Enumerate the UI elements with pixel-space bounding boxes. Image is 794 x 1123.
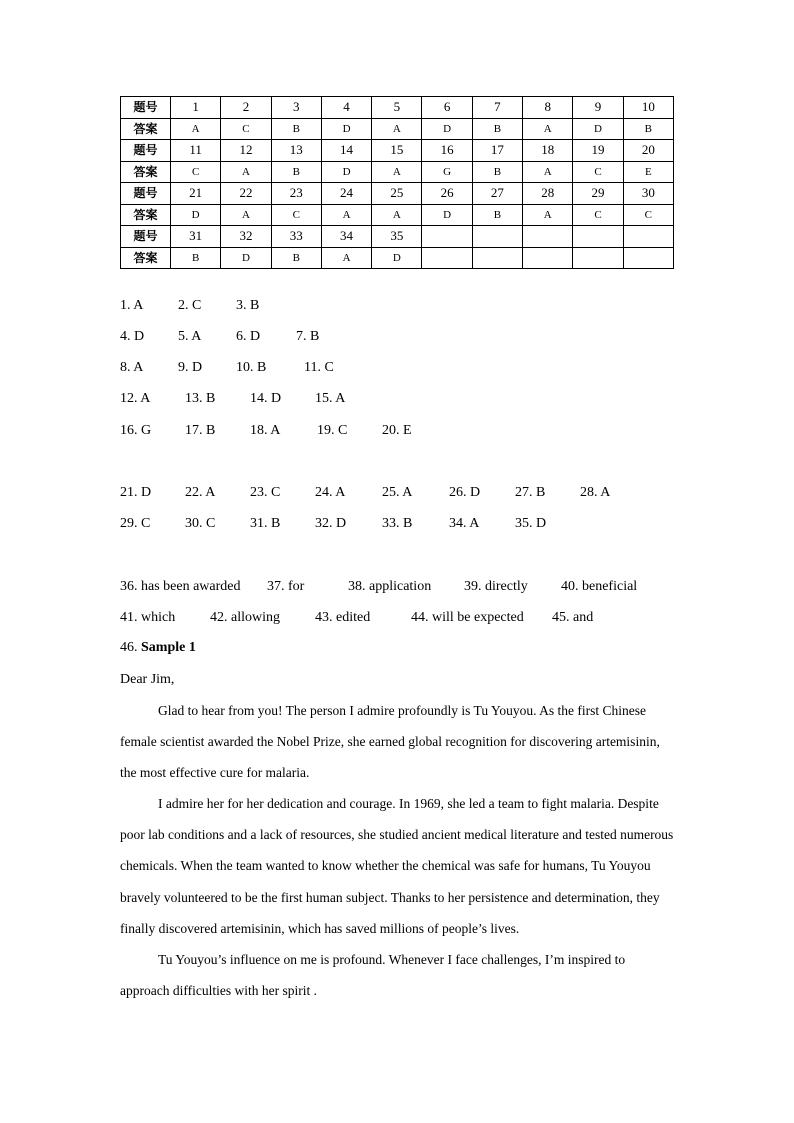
answer-cell: A [321, 247, 371, 269]
answer-item: 36. has been awarded [120, 579, 241, 594]
answer-cell: A [523, 118, 573, 140]
answer-cell: D [422, 204, 472, 226]
question-number-cell: 2 [221, 97, 271, 119]
question-number-cell: 35 [372, 226, 422, 248]
question-number-cell: 26 [422, 183, 472, 205]
answer-item: 21. D [120, 485, 152, 500]
answer-cell: A [372, 161, 422, 183]
answer-cell: B [271, 247, 321, 269]
answer-cell: D [321, 161, 371, 183]
letter-paragraph-2: I admire her for her dedication and courage. In 1969, she led a team to fight malaria. Despite poor lab conditions and a lack of resources, she studied ancient medical literature and tested numerous chemicals. When the team wanted to know whether the chemical was safe for humans, Tu Youyou bravely volunteered to be the first human subject. Thanks to her persistence and determination, they finally discovered artemisinin, which has saved millions of people’s lives. [120, 796, 674, 936]
question-number-cell [523, 226, 573, 248]
answer-cell: D [573, 118, 623, 140]
question-number-cell [422, 226, 472, 248]
answer-item: 6. D [236, 329, 261, 344]
answer-item: 22. A [185, 485, 216, 500]
question-number-cell: 30 [623, 183, 673, 205]
answer-row [121, 118, 674, 140]
question-number-cell: 15 [372, 140, 422, 162]
question-number-cell: 28 [523, 183, 573, 205]
question-number-cell: 22 [221, 183, 271, 205]
answer-item: 14. D [250, 391, 282, 406]
answer-row [121, 247, 674, 269]
question-number-cell: 23 [271, 183, 321, 205]
answer-cell: D [321, 118, 371, 140]
answer-row [121, 161, 674, 183]
answer-item: 44. will be expected [411, 610, 524, 625]
question-number-cell: 17 [472, 140, 522, 162]
answer-item: 26. D [449, 485, 481, 500]
letter-paragraph-3: Tu Youyou’s influence on me is profound. Whenever I face challenges, I’m inspired to approach difficulties with her spirit . [120, 952, 626, 999]
question-number-cell: 1 [171, 97, 221, 119]
answer-item: 33. B [382, 516, 413, 531]
answer-cell: A [321, 204, 371, 226]
question-number-cell: 24 [321, 183, 371, 205]
answer-item: 15. A [315, 391, 346, 406]
answer-row [121, 204, 674, 226]
question-number-cell: 3 [271, 97, 321, 119]
question-number-cell: 12 [221, 140, 271, 162]
answer-item: 40. beneficial [561, 579, 638, 594]
answer-cell: A [171, 118, 221, 140]
answer-item: 12. A [120, 391, 151, 406]
answer-cell: D [171, 204, 221, 226]
question-number-cell: 5 [372, 97, 422, 119]
answer-item: 24. A [315, 485, 346, 500]
answer-item: 19. C [317, 423, 348, 438]
answer-item: 23. C [250, 485, 281, 500]
answer-cell: G [422, 161, 472, 183]
answer-item: 42. allowing [210, 610, 280, 625]
answer-item: 27. B [515, 485, 546, 500]
question-number-cell: 19 [573, 140, 623, 162]
answer-item: 39. directly [464, 579, 528, 594]
answer-cell: A [523, 161, 573, 183]
question-number-cell: 10 [623, 97, 673, 119]
answer-cell: B [623, 118, 673, 140]
answer-cell: C [573, 204, 623, 226]
question-number: 46. [120, 640, 138, 655]
answer-item: 25. A [382, 485, 413, 500]
answer-key-table [120, 96, 674, 269]
answer-item: 11. C [304, 360, 334, 375]
answer-item: 16. G [120, 423, 152, 438]
answer-item: 9. D [178, 360, 203, 375]
row-header: 答案 [121, 161, 171, 183]
answer-item: 28. A [580, 485, 611, 500]
answer-cell [623, 247, 673, 269]
answer-item: 2. C [178, 298, 202, 313]
question-number-cell [623, 226, 673, 248]
answer-cell: C [171, 161, 221, 183]
answer-item: 30. C [185, 516, 216, 531]
answer-cell: B [271, 161, 321, 183]
answer-cell [523, 247, 573, 269]
answer-cell: C [573, 161, 623, 183]
row-header: 题号 [121, 97, 171, 119]
answer-item: 7. B [296, 329, 320, 344]
answer-cell: D [221, 247, 271, 269]
answer-item: 5. A [178, 329, 202, 344]
answer-cell: C [221, 118, 271, 140]
answer-item: 35. D [515, 516, 547, 531]
answer-item: 17. B [185, 423, 216, 438]
question-number-cell [573, 226, 623, 248]
question-number-cell: 13 [271, 140, 321, 162]
answer-cell [422, 247, 472, 269]
answer-cell: C [623, 204, 673, 226]
answer-item: 10. B [236, 360, 267, 375]
answer-item: 37. for [267, 579, 305, 594]
answer-cell: B [472, 161, 522, 183]
answer-cell [573, 247, 623, 269]
row-header: 答案 [121, 118, 171, 140]
answer-item: 20. E [382, 423, 412, 438]
answer-item: 8. A [120, 360, 144, 375]
answer-cell: B [472, 204, 522, 226]
question-number-cell: 34 [321, 226, 371, 248]
question-number-cell: 7 [472, 97, 522, 119]
answer-cell: D [422, 118, 472, 140]
question-number-cell: 29 [573, 183, 623, 205]
question-number-cell: 9 [573, 97, 623, 119]
question-number-cell: 31 [171, 226, 221, 248]
answer-cell: B [171, 247, 221, 269]
question-number-cell: 27 [472, 183, 522, 205]
answer-item: 4. D [120, 329, 145, 344]
question-number-row [121, 97, 674, 119]
row-header: 答案 [121, 247, 171, 269]
question-number-cell: 25 [372, 183, 422, 205]
answer-item: 38. application [348, 579, 432, 594]
answer-cell: A [372, 204, 422, 226]
answer-cell [472, 247, 522, 269]
answer-cell: B [472, 118, 522, 140]
row-header: 题号 [121, 226, 171, 248]
answer-item: 31. B [250, 516, 281, 531]
letter-paragraph-1: Glad to hear from you! The person I admire profoundly is Tu Youyou. As the first Chinese female scientist awarded the Nobel Prize, she earned global recognition for discovering artemisinin, the most effective cure for malaria. [120, 703, 660, 781]
answer-cell: A [221, 161, 271, 183]
answer-cell: A [221, 204, 271, 226]
question-number-row [121, 140, 674, 162]
answer-item: 1. A [120, 298, 144, 313]
answer-cell: B [271, 118, 321, 140]
question-number-cell: 14 [321, 140, 371, 162]
question-number-row [121, 183, 674, 205]
answer-cell: A [523, 204, 573, 226]
question-number-cell [472, 226, 522, 248]
answer-item: 32. D [315, 516, 347, 531]
answer-item: 29. C [120, 516, 151, 531]
answer-item: 3. B [236, 298, 260, 313]
question-number-cell: 16 [422, 140, 472, 162]
question-number-cell: 20 [623, 140, 673, 162]
question-number-cell: 32 [221, 226, 271, 248]
answer-item: 13. B [185, 391, 216, 406]
answer-cell: A [372, 118, 422, 140]
question-number-cell: 4 [321, 97, 371, 119]
row-header: 答案 [121, 204, 171, 226]
answer-cell: E [623, 161, 673, 183]
question-number-row [121, 226, 674, 248]
answer-item: 41. which [120, 610, 176, 625]
question-number-cell: 18 [523, 140, 573, 162]
question-number-cell: 33 [271, 226, 321, 248]
question-number-cell: 8 [523, 97, 573, 119]
answer-cell: C [271, 204, 321, 226]
answer-item: 43. edited [315, 610, 371, 625]
question-number-cell: 6 [422, 97, 472, 119]
answer-item: 45. and [552, 610, 594, 625]
sample-title: Sample 1 [141, 640, 196, 655]
answer-item: 18. A [250, 423, 281, 438]
writing-heading [120, 640, 196, 656]
row-header: 题号 [121, 140, 171, 162]
answer-item: 34. A [449, 516, 480, 531]
letter-greeting: Dear Jim, [120, 672, 175, 687]
answer-cell: D [372, 247, 422, 269]
question-number-cell: 21 [171, 183, 221, 205]
question-number-cell: 11 [171, 140, 221, 162]
row-header: 题号 [121, 183, 171, 205]
